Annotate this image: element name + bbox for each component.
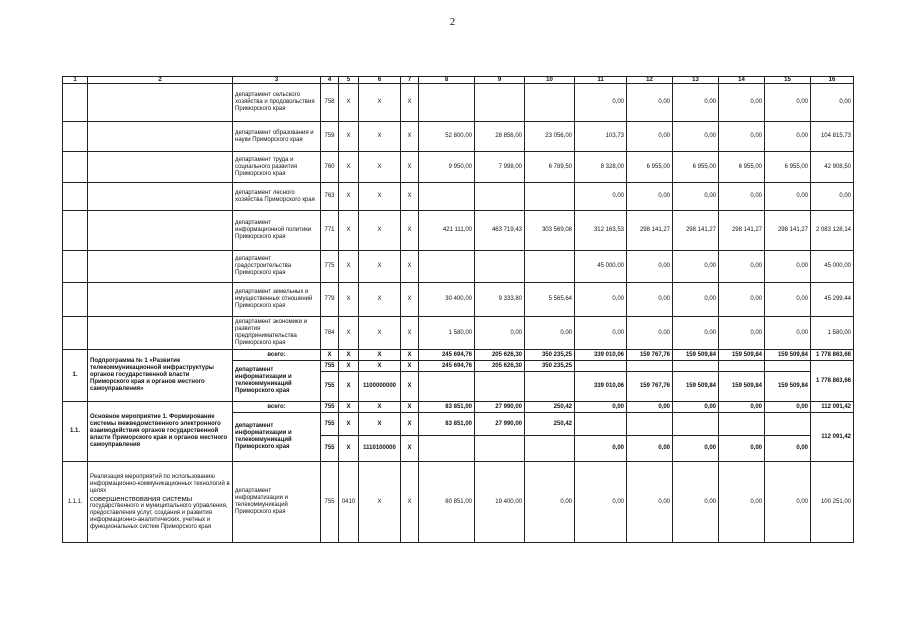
column-header-11: 11 — [575, 77, 627, 84]
amount-v8: 80 851,00 — [419, 462, 475, 543]
expense-type-cell: X — [401, 462, 419, 543]
amount-v10: 23 056,00 — [525, 122, 575, 152]
blank-cell — [88, 183, 233, 211]
amount-v16: 45 299,44 — [811, 283, 854, 317]
amount-v15: 0,00 — [765, 317, 811, 350]
code-cell: 755 — [321, 402, 339, 413]
department-code: 755 — [321, 462, 339, 543]
amount-v8 — [419, 84, 475, 122]
section-cell: X — [339, 84, 359, 122]
column-header-3: 3 — [233, 77, 321, 84]
total-v12: 0,00 — [627, 402, 673, 413]
amount-v12: 0,00 — [627, 436, 673, 462]
target-article-cell: 1100000000 — [359, 372, 401, 402]
total-v12: 159 767,76 — [627, 350, 673, 361]
amount-v12: 0,00 — [627, 183, 673, 211]
amount-v10 — [525, 183, 575, 211]
expense-type-cell: X — [401, 183, 419, 211]
section-cell: X — [339, 152, 359, 183]
column-header-16: 16 — [811, 77, 854, 84]
blank-cell — [63, 84, 88, 122]
total-v15: 0,00 — [765, 402, 811, 413]
expense-type-cell: X — [401, 402, 419, 413]
amount-v16: 0,00 — [811, 183, 854, 211]
amount-v14: 0,00 — [719, 183, 765, 211]
amount-v10: 303 569,08 — [525, 211, 575, 251]
blank-cell — [88, 84, 233, 122]
amount-v9: 0,00 — [475, 317, 525, 350]
column-header-13: 13 — [673, 77, 719, 84]
department-name: департамент лесного хозяйства Приморского края — [233, 183, 321, 211]
department-name: департамент земельных и имущественных отношений Приморского края — [233, 283, 321, 317]
amount-v11: 103,73 — [575, 122, 627, 152]
amount-v11: 0,00 — [575, 84, 627, 122]
department-row — [63, 183, 854, 211]
amount-v12: 0,00 — [627, 317, 673, 350]
item-row — [63, 462, 854, 543]
amount-v13: 6 955,00 — [673, 152, 719, 183]
amount-v9: 7 998,00 — [475, 152, 525, 183]
target-article-cell: X — [359, 413, 401, 436]
department-name: департамент информатизации и телекоммуникаций Приморского края — [233, 361, 321, 402]
department-name: департамент градостроительства Приморского края — [233, 251, 321, 283]
amount-v13: 0,00 — [673, 84, 719, 122]
blank-cell — [627, 361, 673, 372]
section-cell: X — [339, 183, 359, 211]
amount-v10: 0,00 — [525, 462, 575, 543]
amount-v9: 9 333,80 — [475, 283, 525, 317]
department-code: 775 — [321, 251, 339, 283]
amount-v12: 0,00 — [627, 84, 673, 122]
item-number: 1. — [63, 350, 88, 402]
amount-v15: 159 509,84 — [765, 372, 811, 402]
amount-v13: 0,00 — [673, 183, 719, 211]
department-code: 759 — [321, 122, 339, 152]
amount-v13: 298 141,27 — [673, 211, 719, 251]
expense-type-cell: X — [401, 122, 419, 152]
blank-cell — [63, 251, 88, 283]
target-article-cell: X — [359, 350, 401, 361]
total-v15: 159 509,84 — [765, 350, 811, 361]
blank-cell — [627, 413, 673, 436]
amount-v12: 0,00 — [627, 462, 673, 543]
section-cell: X — [339, 372, 359, 402]
expense-type-cell: X — [401, 350, 419, 361]
expense-type-cell: X — [401, 283, 419, 317]
blank-cell — [88, 152, 233, 183]
blank-cell — [765, 413, 811, 436]
amount-v8: 245 694,76 — [419, 361, 475, 372]
section-cell: X — [339, 402, 359, 413]
department-code: 758 — [321, 84, 339, 122]
total-v9: 205 626,30 — [475, 350, 525, 361]
amount-v14: 0,00 — [719, 251, 765, 283]
department-code: 755 — [321, 372, 339, 402]
header-row — [63, 77, 854, 84]
amount-v8: 30 400,00 — [419, 283, 475, 317]
amount-v16: 42 908,50 — [811, 152, 854, 183]
amount-v9 — [475, 251, 525, 283]
section-cell: X — [339, 122, 359, 152]
blank-cell — [575, 413, 627, 436]
amount-v11: 0,00 — [575, 283, 627, 317]
amount-v10: 0,00 — [525, 317, 575, 350]
amount-v11: 0,00 — [575, 183, 627, 211]
item-title: Основное мероприятие 1. Формирование системы межведомственного электронного взаимодействия органов государственной власти Приморского края и органов местного самоуправления — [88, 402, 233, 462]
amount-v12: 159 767,76 — [627, 372, 673, 402]
amount-v15: 0,00 — [765, 462, 811, 543]
amount-v15: 0,00 — [765, 84, 811, 122]
blank-cell — [673, 361, 719, 372]
amount-v14: 0,00 — [719, 462, 765, 543]
column-header-9: 9 — [475, 77, 525, 84]
amount-v15: 6 955,00 — [765, 152, 811, 183]
amount-v13: 0,00 — [673, 251, 719, 283]
amount-v12: 0,00 — [627, 122, 673, 152]
amount-v16: 45 000,00 — [811, 251, 854, 283]
department-code: 784 — [321, 317, 339, 350]
amount-v14: 0,00 — [719, 84, 765, 122]
amount-v11: 8 328,00 — [575, 152, 627, 183]
total-v16: 1 778 863,66 — [811, 350, 854, 361]
item-number: 1.1. — [63, 402, 88, 462]
amount-v13: 0,00 — [673, 462, 719, 543]
column-header-6: 6 — [359, 77, 401, 84]
budget-table — [62, 76, 854, 543]
target-article-cell: X — [359, 251, 401, 283]
amount-v14: 0,00 — [719, 317, 765, 350]
amount-v14: 6 955,00 — [719, 152, 765, 183]
item-title: Подпрограмма № 1 «Развитие телекоммуникационной инфраструктуры органов государственной власти Приморского края и органов местного самоуправления» — [88, 350, 233, 402]
item-title-part: совершенствования системы — [90, 493, 193, 503]
amount-v10: 6 789,50 — [525, 152, 575, 183]
amount-v11: 0,00 — [575, 462, 627, 543]
amount-v12: 298 141,27 — [627, 211, 673, 251]
amount-v14: 0,00 — [719, 122, 765, 152]
blank-cell — [63, 183, 88, 211]
block-total-row — [63, 350, 854, 361]
blank-cell — [63, 283, 88, 317]
amount-v8 — [419, 183, 475, 211]
target-article-cell: X — [359, 211, 401, 251]
amount-v11: 0,00 — [575, 317, 627, 350]
department-name: департамент экономики и развития предпринимательства Приморского края — [233, 317, 321, 350]
column-header-12: 12 — [627, 77, 673, 84]
blank-cell — [719, 413, 765, 436]
total-v16: 112 091,42 — [811, 402, 854, 413]
item-number: 1.1.1. — [63, 462, 88, 543]
department-code: 763 — [321, 183, 339, 211]
amount-v9: 463 719,43 — [475, 211, 525, 251]
department-code: 755 — [321, 436, 339, 462]
blank-cell — [475, 372, 525, 402]
section-cell: X — [339, 251, 359, 283]
amount-v13: 0,00 — [673, 122, 719, 152]
target-article-cell: 1110100000 — [359, 436, 401, 462]
department-code: 755 — [321, 413, 339, 436]
department-row — [63, 84, 854, 122]
amount-v10 — [525, 251, 575, 283]
blank-cell — [88, 317, 233, 350]
section-cell: X — [339, 413, 359, 436]
department-row — [63, 122, 854, 152]
department-name: департамент информатизации и телекоммуникаций Приморского края — [233, 413, 321, 462]
target-article-cell: X — [359, 361, 401, 372]
amount-v14: 298 141,27 — [719, 211, 765, 251]
amount-v15: 0,00 — [765, 283, 811, 317]
target-article-cell: X — [359, 84, 401, 122]
blank-cell — [419, 372, 475, 402]
column-header-14: 14 — [719, 77, 765, 84]
department-code: 771 — [321, 211, 339, 251]
department-name: департамент информатизации и телекоммуникаций Приморского края — [233, 462, 321, 543]
target-article-cell: X — [359, 283, 401, 317]
blank-cell — [63, 152, 88, 183]
amount-v9: 28 856,00 — [475, 122, 525, 152]
amount-v11: 312 163,53 — [575, 211, 627, 251]
blank-cell — [525, 436, 575, 462]
column-header-15: 15 — [765, 77, 811, 84]
amount-v8: 1 580,00 — [419, 317, 475, 350]
item-title-part: государственного и муниципального управления, предоставления услуг, создания и развития информационно-аналитических, учетных и функциональных систем Приморского края — [90, 502, 228, 530]
amount-v12: 6 955,00 — [627, 152, 673, 183]
section-cell: 0410 — [339, 462, 359, 543]
amount-v12: 0,00 — [627, 251, 673, 283]
amount-v16: 104 815,73 — [811, 122, 854, 152]
amount-v14: 159 509,84 — [719, 372, 765, 402]
total-v14: 0,00 — [719, 402, 765, 413]
amount-v15: 298 141,27 — [765, 211, 811, 251]
blank-cell — [673, 413, 719, 436]
target-article-cell: X — [359, 152, 401, 183]
department-name: департамент образования и науки Приморского края — [233, 122, 321, 152]
page-number: 2 — [449, 16, 456, 28]
amount-v9: 205 626,30 — [475, 361, 525, 372]
amount-v8: 52 800,00 — [419, 122, 475, 152]
target-article-cell: X — [359, 183, 401, 211]
department-row — [63, 152, 854, 183]
expense-type-cell: X — [401, 372, 419, 402]
total-v10: 250,42 — [525, 402, 575, 413]
blank-cell — [88, 122, 233, 152]
expense-type-cell: X — [401, 211, 419, 251]
department-row — [63, 251, 854, 283]
amount-v11: 45 000,00 — [575, 251, 627, 283]
total-v10: 350 235,25 — [525, 350, 575, 361]
blank-cell — [63, 211, 88, 251]
department-code: 760 — [321, 152, 339, 183]
expense-type-cell: X — [401, 361, 419, 372]
amount-v8: 421 111,00 — [419, 211, 475, 251]
total-v14: 159 509,84 — [719, 350, 765, 361]
amount-v9: 27 990,00 — [475, 413, 525, 436]
blank-cell — [525, 372, 575, 402]
department-code: 755 — [321, 361, 339, 372]
table-body — [63, 77, 854, 543]
blank-cell — [88, 211, 233, 251]
block-total-row — [63, 402, 854, 413]
amount-v13: 159 509,84 — [673, 372, 719, 402]
blank-cell — [63, 317, 88, 350]
target-article-cell: X — [359, 317, 401, 350]
total-v11: 339 010,06 — [575, 350, 627, 361]
section-cell: X — [339, 211, 359, 251]
column-header-4: 4 — [321, 77, 339, 84]
amount-v8: 83 851,00 — [419, 413, 475, 436]
section-cell: X — [339, 283, 359, 317]
amount-v12: 0,00 — [627, 283, 673, 317]
amount-total-merged: 112 091,42 — [811, 413, 854, 462]
amount-v8 — [419, 251, 475, 283]
department-row — [63, 211, 854, 251]
blank-cell — [88, 251, 233, 283]
amount-v15: 0,00 — [765, 251, 811, 283]
total-v9: 27 990,00 — [475, 402, 525, 413]
amount-v10: 350 235,25 — [525, 361, 575, 372]
department-name: департамент сельского хозяйства и продовольствия Приморского края — [233, 84, 321, 122]
amount-v13: 0,00 — [673, 436, 719, 462]
amount-v13: 0,00 — [673, 317, 719, 350]
amount-v11: 0,00 — [575, 436, 627, 462]
amount-v16: 1 580,00 — [811, 317, 854, 350]
amount-v9 — [475, 84, 525, 122]
column-header-1: 1 — [63, 77, 88, 84]
column-header-5: 5 — [339, 77, 359, 84]
department-name: департамент информационной политики Приморского края — [233, 211, 321, 251]
amount-v13: 0,00 — [673, 283, 719, 317]
column-header-10: 10 — [525, 77, 575, 84]
expense-type-cell: X — [401, 84, 419, 122]
amount-v15: 0,00 — [765, 183, 811, 211]
amount-v10: 5 565,64 — [525, 283, 575, 317]
blank-cell — [419, 436, 475, 462]
amount-v16: 0,00 — [811, 84, 854, 122]
section-cell: X — [339, 317, 359, 350]
expense-type-cell: X — [401, 152, 419, 183]
amount-v16: 100 251,00 — [811, 462, 854, 543]
amount-v10: 250,42 — [525, 413, 575, 436]
amount-v10 — [525, 84, 575, 122]
amount-v16: 2 083 128,14 — [811, 211, 854, 251]
column-header-2: 2 — [88, 77, 233, 84]
total-v8: 245 694,76 — [419, 350, 475, 361]
target-article-cell: X — [359, 462, 401, 543]
total-label: всего: — [233, 350, 321, 361]
amount-v11: 339 010,06 — [575, 372, 627, 402]
item-title — [88, 462, 233, 543]
total-v13: 0,00 — [673, 402, 719, 413]
amount-v15: 0,00 — [765, 436, 811, 462]
amount-total-merged: 1 778 863,66 — [811, 361, 854, 402]
total-label: всего: — [233, 402, 321, 413]
total-v8: 83 851,00 — [419, 402, 475, 413]
section-cell: X — [339, 436, 359, 462]
expense-type-cell: X — [401, 251, 419, 283]
section-cell: X — [339, 350, 359, 361]
department-row — [63, 283, 854, 317]
column-header-8: 8 — [419, 77, 475, 84]
target-article-cell: X — [359, 402, 401, 413]
department-row — [63, 317, 854, 350]
blank-cell — [719, 361, 765, 372]
amount-v15: 0,00 — [765, 122, 811, 152]
department-name: департамент труда и социального развития Приморского края — [233, 152, 321, 183]
blank-cell — [765, 361, 811, 372]
expense-type-cell: X — [401, 317, 419, 350]
amount-v9 — [475, 183, 525, 211]
amount-v8: 9 950,00 — [419, 152, 475, 183]
blank-cell — [63, 122, 88, 152]
amount-v14: 0,00 — [719, 283, 765, 317]
blank-cell — [475, 436, 525, 462]
blank-cell — [575, 361, 627, 372]
amount-v9: 19 400,00 — [475, 462, 525, 543]
expense-type-cell: X — [401, 413, 419, 436]
item-title-part: Реализация мероприятий по использованию информационно-коммуникационных технологий в целях — [90, 473, 230, 494]
amount-v14: 0,00 — [719, 436, 765, 462]
section-cell: X — [339, 361, 359, 372]
total-v13: 159 509,84 — [673, 350, 719, 361]
column-header-7: 7 — [401, 77, 419, 84]
expense-type-cell: X — [401, 436, 419, 462]
total-v11: 0,00 — [575, 402, 627, 413]
code-cell: X — [321, 350, 339, 361]
department-code: 779 — [321, 283, 339, 317]
blank-cell — [88, 283, 233, 317]
target-article-cell: X — [359, 122, 401, 152]
